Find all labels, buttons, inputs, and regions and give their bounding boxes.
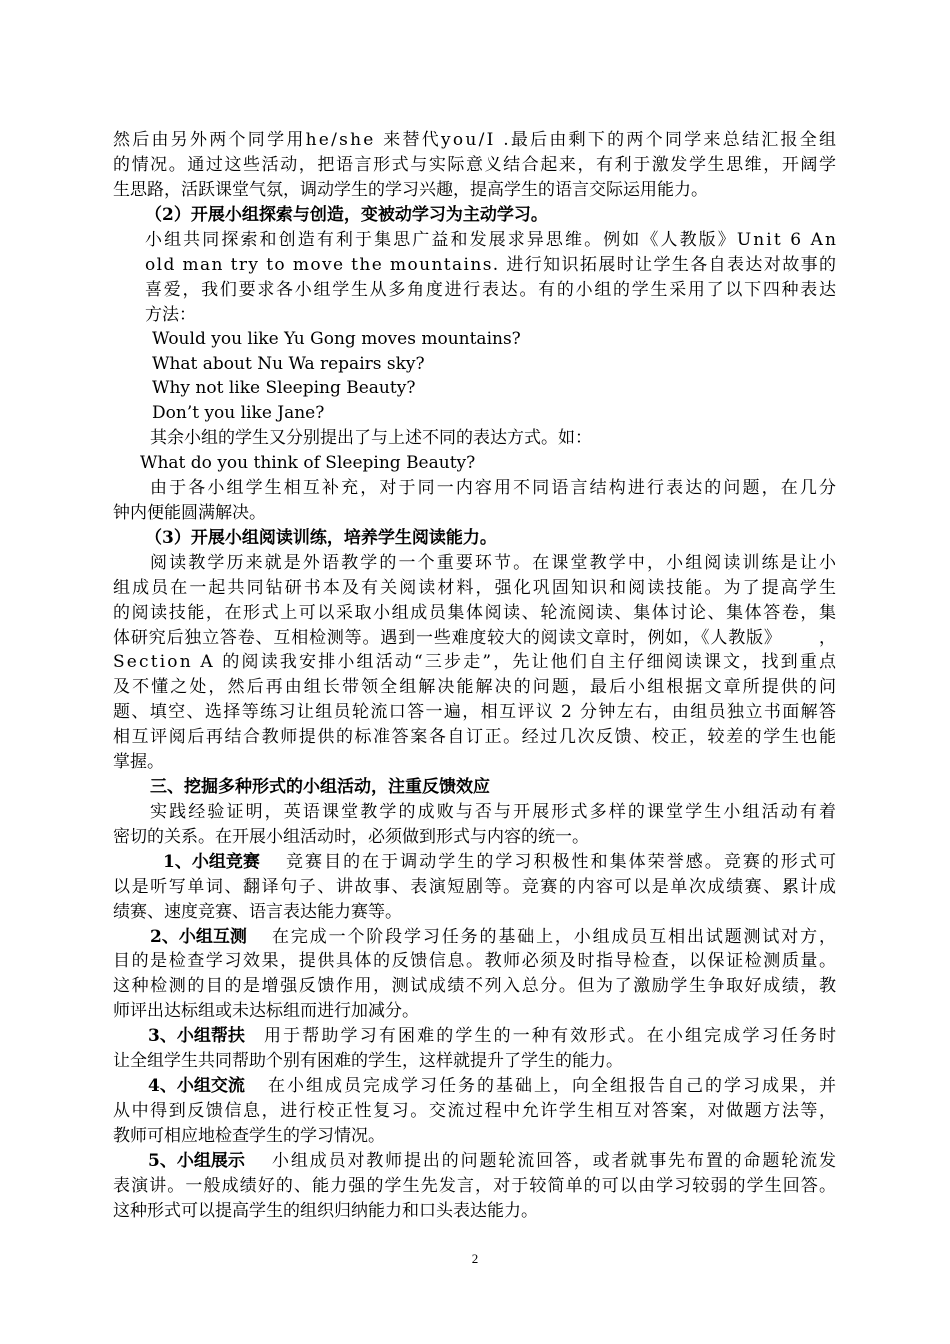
text-line: 师评出达标组或未达标组而进行加减分。	[113, 1001, 419, 1021]
text-line: 的情况。通过这些活动，把语言形式与实际意义结合起来，有利于激发学生思维，开阔学	[113, 155, 838, 175]
text-line: 掌握。	[113, 752, 164, 772]
page-number: 2	[471, 1251, 479, 1266]
text-line: 这种检测的目的是增强反馈作用，测试成绩不列入总分。但为了激励学生争取好成绩，教	[113, 976, 838, 996]
text-line: 然后由另外两个同学用he/she 来替代you/I .最后由剩下的两个同学来总结汇报全组	[113, 130, 839, 150]
text-line: 目的是检查学习效果，提供具体的反馈信息。教师必须及时指导检查，以保证检测质量。	[113, 951, 838, 971]
text-line: What about Nu Wa repairs sky?	[152, 354, 425, 374]
text-line: 小组共同探索和创造有利于集思广益和发展求异思维。例如《人教版》Unit 6 An	[145, 230, 839, 250]
section-heading: 3、小组帮扶	[148, 1026, 245, 1046]
text-line: 的阅读技能，在形式上可以采取小组成员集体阅读、轮流阅读、集体讨论、集体答卷，集	[113, 603, 838, 623]
section-heading: （3）开展小组阅读训练，培养学生阅读能力。	[145, 528, 497, 548]
text-line: 生思路，活跃课堂气氛，调动学生的学习兴趣，提高学生的语言交际运用能力。	[113, 180, 708, 200]
text-line: 让全组学生共同帮助个别有困难的学生，这样就提升了学生的能力。	[113, 1051, 623, 1071]
text-line: 用于帮助学习有困难的学生的一种有效形式。在小组完成学习任务时	[264, 1026, 839, 1046]
text-line: Would you like Yu Gong moves mountains?	[152, 329, 521, 349]
section-heading: 2、小组互测	[150, 927, 247, 947]
section-heading: 4、小组交流	[148, 1076, 245, 1096]
text-line: 及不懂之处，然后再由组长带领全组解决能解决的问题，最后小组根据文章所提供的问	[113, 677, 839, 697]
text-line: old man try to move the mountains. 进行知识拓展时让学生各自表达对故事的	[145, 255, 838, 275]
text-line: 喜爱，我们要求各小组学生从多角度进行表达。有的小组的学生采用了以下四种表达	[145, 280, 838, 300]
text-line: 其余小组的学生又分别提出了与上述不同的表达方式。如：	[150, 428, 592, 448]
text-line: 由于各小组学生相互补充，对于同一内容用不同语言结构进行表达的问题，在几分	[150, 478, 839, 498]
text-line: Section A 的阅读我安排小组活动“三步走”，先让他们自主仔细阅读课文，找到重点	[113, 652, 839, 672]
text-line: 竞赛目的在于调动学生的学习积极性和集体荣誉感。竞赛的形式可	[286, 852, 839, 872]
text-line: 在完成一个阶段学习任务的基础上，小组成员互相出试题测试对方，	[272, 927, 838, 947]
text-line: 从中得到反馈信息，进行校正性复习。交流过程中允许学生相互对答案，对做题方法等，	[113, 1101, 838, 1121]
text-line: 相互评阅后再结合教师提供的标准答案各自订正。经过几次反馈、校正，较差的学生也能	[113, 727, 838, 747]
text-line: 绩赛、速度竞赛、语言表达能力赛等。	[113, 902, 402, 922]
section-heading: 三、挖掘多种形式的小组活动，注重反馈效应	[150, 777, 490, 797]
text-line: 体研究后独立答卷、互相检测等。遇到一些难度较大的阅读文章时，例如，《人教版》 ，	[113, 628, 837, 648]
text-line: 在小组成员完成学习任务的基础上，向全组报告自己的学习成果，并	[268, 1076, 838, 1096]
text-line: 钟内便能圆满解决。	[113, 503, 266, 523]
section-heading: 1、小组竞赛	[163, 852, 260, 872]
text-line: What do you think of Sleeping Beauty?	[140, 453, 476, 473]
text-line: 这种形式可以提高学生的组织归纳能力和口头表达能力。	[113, 1201, 538, 1221]
text-line: 教师可相应地检查学生的学习情况。	[113, 1126, 385, 1146]
text-line: 组成员在一起共同钻研书本及有关阅读材料，强化巩固知识和阅读技能。为了提高学生	[113, 578, 839, 598]
text-line: 小组成员对教师提出的问题轮流回答，或者就事先布置的命题轮流发	[272, 1151, 838, 1171]
section-heading: （2）开展小组探索与创造，变被动学习为主动学习。	[145, 205, 548, 225]
text-line: 密切的关系。在开展小组活动时，必须做到形式与内容的统一。	[113, 827, 589, 847]
text-line: 阅读教学历来就是外语教学的一个重要环节。在课堂教学中，小组阅读训练是让小	[150, 553, 839, 573]
text-line: Don’t you like Jane?	[152, 403, 325, 423]
text-line: 题、填空、选择等练习让组员轮流口答一遍，相互评议 2 分钟左右，由组员独立书面解答	[113, 702, 838, 722]
text-line: 方法：	[145, 305, 196, 325]
text-line: 实践经验证明，英语课堂教学的成败与否与开展形式多样的课堂学生小组活动有着	[150, 802, 839, 822]
section-heading: 5、小组展示	[148, 1151, 245, 1171]
text-line: Why not like Sleeping Beauty?	[152, 378, 416, 398]
text-line: 以是听写单词、翻译句子、讲故事、表演短剧等。竞赛的内容可以是单次成绩赛、累计成	[113, 877, 838, 897]
text-line: 表演讲。一般成绩好的、能力强的学生先发言，对于较简单的可以由学习较弱的学生回答。	[113, 1176, 838, 1196]
